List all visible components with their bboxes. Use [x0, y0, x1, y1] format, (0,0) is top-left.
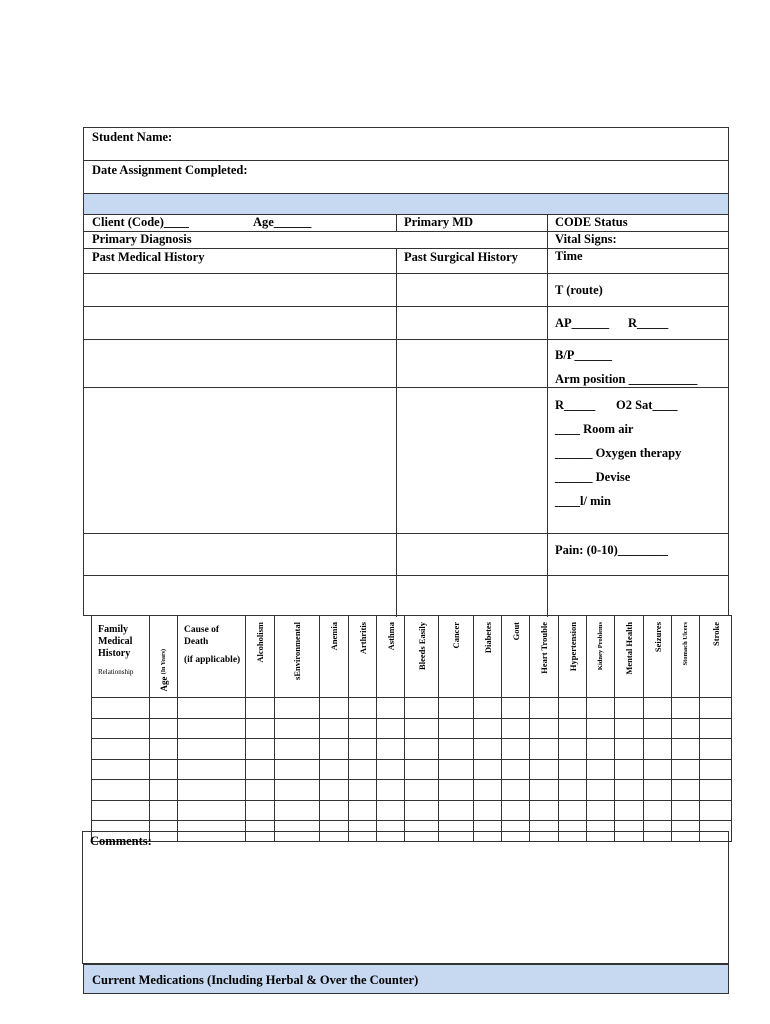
table-cell[interactable] — [502, 718, 530, 739]
table-cell[interactable] — [150, 698, 178, 719]
table-cell[interactable] — [246, 698, 275, 719]
table-cell[interactable] — [644, 759, 672, 780]
table-cell[interactable] — [559, 759, 587, 780]
table-cell[interactable] — [700, 780, 732, 801]
o2-sat-label: O2 Sat____ — [616, 398, 678, 412]
table-cell[interactable] — [349, 698, 377, 719]
table-cell[interactable] — [587, 800, 615, 821]
client-code-label: Client (Code)____ — [92, 215, 189, 229]
student-name-label: Student Name: — [92, 130, 173, 144]
table-cell[interactable] — [439, 718, 474, 739]
table-row — [92, 739, 732, 760]
table-cell[interactable] — [150, 718, 178, 739]
l-min-label: ____l/ min — [555, 494, 611, 508]
table-cell[interactable] — [439, 800, 474, 821]
condition-header — [320, 616, 349, 698]
table-cell[interactable] — [92, 739, 150, 760]
table-cell[interactable] — [405, 739, 439, 760]
table-cell[interactable] — [644, 698, 672, 719]
condition-label: Asthma — [385, 622, 396, 651]
condition-label: Alcoholism — [255, 622, 265, 663]
table-cell[interactable] — [474, 698, 502, 719]
table-cell[interactable] — [275, 800, 320, 821]
table-cell[interactable] — [246, 780, 275, 801]
table-cell[interactable] — [615, 800, 644, 821]
table-cell[interactable] — [474, 718, 502, 739]
cause-of-death-header — [178, 616, 246, 698]
resp2-label: R_____ — [555, 398, 596, 412]
family-history-header — [92, 616, 150, 698]
table-cell[interactable] — [275, 718, 320, 739]
condition-header — [275, 616, 320, 698]
table-cell[interactable] — [615, 759, 644, 780]
past-surgical-history-label: Past Surgical History — [404, 250, 518, 264]
ap-label: AP______ — [555, 316, 610, 330]
condition-label: Seizures — [652, 622, 663, 653]
table-cell[interactable] — [246, 739, 275, 760]
condition-header — [474, 616, 502, 698]
condition-label: Cancer — [451, 622, 461, 649]
table-cell[interactable] — [672, 739, 700, 760]
table-cell[interactable] — [530, 698, 559, 719]
blue-band-top — [83, 193, 729, 215]
condition-header — [559, 616, 587, 698]
table-cell[interactable] — [700, 759, 732, 780]
table-cell[interactable] — [150, 739, 178, 760]
table-cell[interactable] — [246, 718, 275, 739]
time-label: Time — [555, 249, 583, 263]
table-cell[interactable] — [349, 800, 377, 821]
past-medical-history-label: Past Medical History — [92, 250, 205, 264]
table-cell[interactable] — [178, 780, 246, 801]
bp-label: B/P______ — [555, 348, 612, 362]
table-cell[interactable] — [530, 780, 559, 801]
table-cell[interactable] — [530, 759, 559, 780]
vital-signs-label: Vital Signs: — [555, 232, 617, 246]
date-completed-field[interactable] — [83, 160, 729, 194]
table-cell[interactable] — [405, 759, 439, 780]
table-cell[interactable] — [439, 759, 474, 780]
table-cell[interactable] — [178, 759, 246, 780]
table-cell[interactable] — [502, 780, 530, 801]
table-cell[interactable] — [178, 739, 246, 760]
table-cell[interactable] — [502, 800, 530, 821]
table-cell[interactable] — [320, 800, 349, 821]
condition-header — [700, 616, 732, 698]
condition-label: Mental Health — [624, 622, 634, 675]
table-cell[interactable] — [178, 718, 246, 739]
comments-field[interactable] — [82, 831, 729, 964]
table-cell[interactable] — [246, 759, 275, 780]
oxygen-therapy-label: ______ Oxygen therapy — [555, 446, 682, 460]
table-cell[interactable] — [92, 698, 150, 719]
relationship-label: Relationship — [98, 668, 134, 676]
condition-header — [246, 616, 275, 698]
arm-position-label: Arm position ___________ — [555, 372, 698, 386]
date-completed-label: Date Assignment Completed: — [92, 163, 248, 177]
table-cell[interactable] — [700, 739, 732, 760]
table-cell[interactable] — [92, 800, 150, 821]
student-name-field[interactable] — [83, 127, 729, 161]
condition-header — [587, 616, 615, 698]
table-cell[interactable] — [700, 800, 732, 821]
condition-header — [439, 616, 474, 698]
table-row — [92, 759, 732, 780]
table-cell[interactable] — [672, 698, 700, 719]
table-row — [92, 800, 732, 821]
table-cell[interactable] — [559, 718, 587, 739]
condition-label: Bleeds Easily — [416, 622, 427, 670]
table-cell[interactable] — [92, 759, 150, 780]
table-cell[interactable] — [377, 698, 405, 719]
table-cell[interactable] — [644, 780, 672, 801]
table-cell[interactable] — [587, 739, 615, 760]
table-cell[interactable] — [672, 780, 700, 801]
room-air-label: ____ Room air — [555, 422, 634, 436]
table-cell[interactable] — [672, 800, 700, 821]
table-cell[interactable] — [439, 739, 474, 760]
table-cell[interactable] — [474, 800, 502, 821]
table-cell[interactable] — [615, 718, 644, 739]
condition-header — [377, 616, 405, 698]
table-cell[interactable] — [377, 780, 405, 801]
table-cell[interactable] — [377, 759, 405, 780]
condition-label: Stroke — [710, 622, 721, 646]
client-info-grid — [83, 214, 729, 616]
table-cell[interactable] — [644, 739, 672, 760]
table-cell[interactable] — [377, 800, 405, 821]
condition-header — [530, 616, 559, 698]
table-cell[interactable] — [178, 698, 246, 719]
table-cell[interactable] — [349, 718, 377, 739]
age-header — [150, 616, 178, 698]
temp-route-label: T (route) — [555, 283, 603, 297]
family-history-table — [91, 615, 732, 842]
table-cell[interactable] — [559, 698, 587, 719]
table-cell[interactable] — [178, 800, 246, 821]
family-history-label: Family Medical History — [98, 624, 133, 659]
condition-header — [615, 616, 644, 698]
if-applicable-label: (if applicable) — [184, 655, 241, 665]
condition-label: Heart Trouble — [539, 622, 549, 674]
code-status-label: CODE Status — [555, 215, 628, 229]
table-cell[interactable] — [559, 739, 587, 760]
table-cell[interactable] — [150, 800, 178, 821]
table-cell[interactable] — [615, 780, 644, 801]
primary-diagnosis-label: Primary Diagnosis — [92, 232, 192, 246]
condition-header — [644, 616, 672, 698]
condition-label: Gout — [510, 622, 521, 641]
table-cell[interactable] — [246, 800, 275, 821]
cause-of-death-label: Cause of Death — [184, 625, 220, 647]
table-row — [92, 780, 732, 801]
condition-header — [349, 616, 377, 698]
table-cell[interactable] — [405, 780, 439, 801]
pain-scale-label: Pain: (0-10)________ — [555, 543, 668, 557]
table-cell[interactable] — [320, 718, 349, 739]
current-medications-label: Current Medications (Including Herbal & Over the Counter) — [92, 973, 419, 987]
condition-label: Arthritis — [357, 622, 368, 655]
table-cell[interactable] — [700, 698, 732, 719]
table-cell[interactable] — [275, 780, 320, 801]
table-cell[interactable] — [700, 718, 732, 739]
current-medications-header — [83, 964, 729, 994]
age-header-label: Age (In Years) — [158, 649, 169, 692]
table-cell[interactable] — [349, 759, 377, 780]
table-cell[interactable] — [587, 698, 615, 719]
condition-label: Kidney Problems — [597, 622, 604, 671]
table-cell[interactable] — [439, 698, 474, 719]
table-cell[interactable] — [587, 718, 615, 739]
table-cell[interactable] — [502, 759, 530, 780]
condition-label: Anemia — [329, 622, 339, 651]
table-cell[interactable] — [474, 780, 502, 801]
condition-label: Diabetes — [482, 622, 493, 654]
table-cell[interactable] — [587, 780, 615, 801]
table-row — [92, 698, 732, 719]
table-cell[interactable] — [615, 698, 644, 719]
condition-label: sEnvironmental — [292, 622, 302, 680]
table-row — [92, 718, 732, 739]
table-cell[interactable] — [405, 800, 439, 821]
condition-label: Hypertension — [567, 622, 578, 672]
table-cell[interactable] — [405, 718, 439, 739]
condition-header — [502, 616, 530, 698]
table-cell[interactable] — [672, 759, 700, 780]
condition-header — [672, 616, 700, 698]
table-cell[interactable] — [377, 718, 405, 739]
table-cell[interactable] — [320, 780, 349, 801]
resp-label: R_____ — [628, 316, 669, 330]
table-cell[interactable] — [349, 739, 377, 760]
table-cell[interactable] — [474, 759, 502, 780]
table-cell[interactable] — [559, 800, 587, 821]
condition-label: Stomach Ulcers — [682, 622, 689, 666]
table-cell[interactable] — [320, 698, 349, 719]
table-cell[interactable] — [587, 759, 615, 780]
table-cell[interactable] — [530, 718, 559, 739]
devise-label: ______ Devise — [555, 470, 631, 484]
table-cell[interactable] — [275, 739, 320, 760]
table-cell[interactable] — [644, 718, 672, 739]
table-cell[interactable] — [405, 698, 439, 719]
age-label: Age______ — [253, 215, 312, 229]
table-cell[interactable] — [92, 780, 150, 801]
table-cell[interactable] — [559, 780, 587, 801]
table-cell[interactable] — [275, 759, 320, 780]
table-cell[interactable] — [150, 780, 178, 801]
table-cell[interactable] — [615, 739, 644, 760]
table-cell[interactable] — [474, 739, 502, 760]
table-cell[interactable] — [530, 800, 559, 821]
table-cell[interactable] — [275, 698, 320, 719]
table-cell[interactable] — [150, 759, 178, 780]
table-cell[interactable] — [377, 739, 405, 760]
condition-header — [405, 616, 439, 698]
table-cell[interactable] — [320, 739, 349, 760]
table-cell[interactable] — [502, 739, 530, 760]
table-cell[interactable] — [502, 698, 530, 719]
table-cell[interactable] — [672, 718, 700, 739]
primary-md-label: Primary MD — [404, 215, 474, 229]
table-cell[interactable] — [439, 780, 474, 801]
table-cell[interactable] — [320, 759, 349, 780]
table-cell[interactable] — [530, 739, 559, 760]
table-cell[interactable] — [349, 780, 377, 801]
comments-label: Comments: — [90, 834, 152, 848]
table-cell[interactable] — [644, 800, 672, 821]
table-cell[interactable] — [92, 718, 150, 739]
